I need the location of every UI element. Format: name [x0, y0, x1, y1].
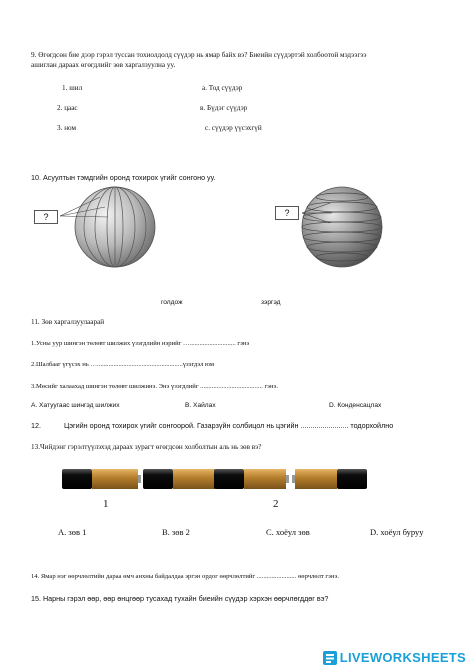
- q13-image-label-2: 2: [273, 498, 279, 510]
- battery-pair-1: [60, 465, 220, 493]
- battery-1b: [143, 469, 218, 489]
- q15-text: 15. Нарны гэрэл өөр, өөр өнцгөөр тусахад тухайн биеийн сүүдэр хэрхэн өөрчлөгддөг вэ?: [31, 594, 329, 603]
- q9-left-item-3[interactable]: 3. ном: [57, 124, 77, 132]
- q11-option-d[interactable]: D. Конденсацлах: [329, 402, 382, 409]
- q11-option-b[interactable]: В. Хайлах: [185, 402, 216, 409]
- q9-text-line1: 9. Өгөгдсөн бие дээр гэрэл тусcан тохиолдолд сүүдэр нь ямар байх вэ? Биеийн сүүдэртэй холбоотой мэдээгээ: [31, 51, 367, 59]
- globe-figure-1: [30, 185, 180, 270]
- liveworksheets-logo: [323, 650, 466, 665]
- q10-answer-box-1[interactable]: ?: [34, 210, 58, 224]
- q11-sentence-3: 3.Мөсийг халаахад шингэн төлөвт шилжинэ. Энэ үзэгдлийг ...................................... гэнэ.: [31, 383, 279, 390]
- q13-option-a[interactable]: А. зөв 1: [58, 527, 87, 537]
- q13-option-b[interactable]: В. зөв 2: [162, 527, 190, 537]
- q11-title: 11. Зөв харгалзуулаарай: [31, 318, 105, 326]
- q12-number: 12.: [31, 421, 41, 430]
- q9-right-item-c[interactable]: с. сүүдэр үүсэхгүй: [205, 124, 262, 132]
- q13-text: 13.Чийдэнг гэрэлтүүлэхэд дараах зурагт өгөгдсөн холболтын аль нь зөв вэ?: [31, 443, 262, 451]
- q13-option-d[interactable]: D. хоёул буруу: [370, 527, 424, 537]
- q9-left-item-1[interactable]: 1. шил: [62, 84, 83, 92]
- q12-text: Цэгийн оронд тохирох үгийг сонгоорой. Газарзүйн солбицол нь цэгийн ........................ тодорхойлно: [64, 421, 394, 430]
- q9-right-item-a[interactable]: а. Тод сүүдэр: [202, 84, 243, 92]
- q11-option-a[interactable]: А. Хатуугаас шингэд шилжих: [31, 402, 120, 409]
- q10-text: 10. Асуултын тэмдгийн оронд тохирох үгийг сонгоно уу.: [31, 173, 216, 182]
- q11-sentence-1: 1.Усны уур шингэн төлөвт шилжих үзэгдлийн нэрийг …............................ гэнэ: [31, 340, 250, 347]
- q9-text-line2: ашиглан дараах өгөгдлийг зөв харгалзуулна уу.: [31, 61, 176, 69]
- globe-sphere-2: [302, 187, 382, 267]
- q13-image-label-1: 1: [103, 498, 109, 510]
- q9-left-item-2[interactable]: 2. цаас: [57, 104, 78, 112]
- q11-sentence-2: 2.Шалбааг үгүсэх нь …....................................................үзэгдэл юм: [31, 361, 215, 368]
- q10-label-1: голдож: [161, 299, 183, 306]
- battery-pair-2: [212, 465, 372, 493]
- q13-option-c[interactable]: С. хоёул зөв: [266, 527, 310, 537]
- battery-2a: [214, 469, 289, 489]
- globe-figure-2: [270, 185, 385, 270]
- q9-right-item-b[interactable]: в. Бүдэг сүүдэр: [200, 104, 248, 112]
- liveworksheets-logo-icon: [323, 651, 337, 665]
- q14-text: 14. Ямар нэг өөрчлөлтийн дараа өмч анхны байдалдаа эргэн ордог өөрчлөлтийг ........................ өөрчлөлт гэнэ.: [31, 573, 339, 580]
- q10-label-2: зэргэд: [261, 299, 281, 306]
- q10-answer-box-2[interactable]: ?: [275, 206, 299, 220]
- battery-2b: [292, 469, 367, 489]
- liveworksheets-logo-text: LIVEWORKSHEETS: [339, 650, 466, 665]
- battery-1a: [62, 469, 141, 489]
